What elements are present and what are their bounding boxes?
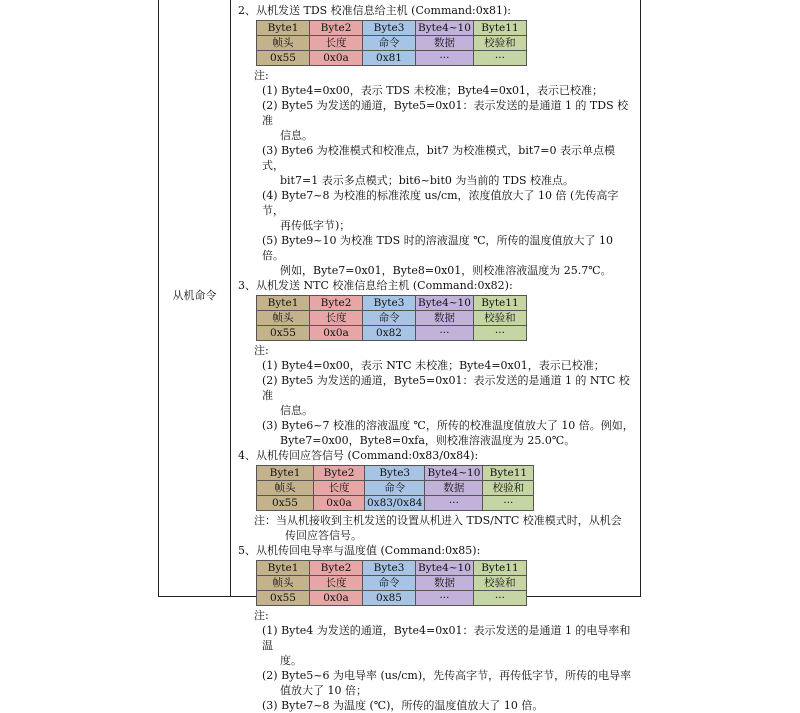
value-cell: 0x81	[363, 51, 416, 66]
header-byte1: Byte1	[257, 466, 314, 481]
header-byte3: Byte3	[365, 466, 425, 481]
note-item	[262, 233, 636, 278]
header-byte2: Byte2	[310, 296, 363, 311]
header-byte1: Byte1	[257, 296, 310, 311]
header-byte11: Byte11	[473, 296, 526, 311]
section-heading: 5、从机传回电导率与温度值 (Command:0x85):	[238, 544, 481, 557]
field-length: 长度	[310, 311, 363, 326]
header-byte2: Byte2	[310, 21, 363, 36]
note-line: (2) Byte5~6 为电导率 (us/cm)，先传高字节，再传低字节，所传的电导率	[262, 669, 632, 682]
note-item	[262, 188, 636, 233]
note-item	[262, 418, 636, 448]
note-label: 注:	[254, 69, 269, 82]
field-data: 数据	[416, 36, 474, 51]
note-line: 再传低字节)；	[280, 219, 351, 232]
note-line: 信息。	[280, 404, 313, 417]
section-heading: 4、从机传回应答信号 (Command:0x83/0x84):	[238, 449, 479, 462]
note-item	[262, 83, 636, 98]
header-byte1: Byte1	[257, 21, 310, 36]
field-data: 数据	[425, 481, 483, 496]
note-line: (1) Byte4 为发送的通道，Byte4=0x01：表示发送的是通道 1 的电导率和温	[262, 624, 631, 652]
note-line: (2) Byte5 为发送的通道，Byte5=0x01：表示发送的是通道 1 的 NTC 校准	[262, 374, 630, 402]
left-label: 从机命令	[172, 289, 217, 302]
value-cell: 0x55	[257, 326, 310, 341]
note-item	[262, 143, 636, 188]
value-cell: 0x0a	[310, 51, 363, 66]
value-cell: 0x55	[257, 496, 314, 511]
field-data: 数据	[416, 576, 474, 591]
note-line: (3) Byte6 为校准模式和校准点，bit7 为校准模式，bit7=0 表示单点模式，	[262, 144, 615, 172]
column-divider	[230, 0, 231, 596]
field-length: 长度	[314, 481, 365, 496]
packet-table	[256, 465, 534, 511]
note-line: 例如，Byte7=0x01，Byte8=0x01，则校准溶液温度为 25.7℃。	[280, 264, 612, 277]
header-byte3: Byte3	[363, 561, 416, 576]
note-item	[262, 373, 636, 418]
field-length: 长度	[310, 36, 363, 51]
note-line: (4) Byte7~8 为校准的标准浓度 us/cm，浓度值放大了 10 倍 (先传高字节，	[262, 189, 619, 217]
field-command: 命令	[365, 481, 425, 496]
packet-table	[256, 20, 527, 66]
protocol-table	[158, 0, 641, 712]
note-line: 传回应答信号。	[285, 529, 362, 542]
note-line: 值放大了 10 倍；	[280, 684, 367, 697]
header-byte4-10: Byte4~10	[425, 466, 483, 481]
note-line: (1) Byte4=0x00，表示 NTC 未校准；Byte4=0x01，表示已校准；	[262, 359, 605, 372]
section-heading: 2、从机发送 TDS 校准信息给主机 (Command:0x81):	[238, 4, 511, 17]
section-heading: 3、从机发送 NTC 校准信息给主机 (Command:0x82):	[238, 279, 513, 292]
field-frame-head: 帧头	[257, 36, 310, 51]
note-line: (3) Byte6~7 校准的溶液温度 ℃，所传的校准温度值放大了 10 倍。例如，	[262, 419, 634, 432]
note-line: (3) Byte7~8 为温度 (℃)，所传的温度值放大了 10 倍。	[262, 699, 544, 712]
field-command: 命令	[363, 311, 416, 326]
note-line: 信息。	[280, 129, 313, 142]
note-line: Byte7=0x00，Byte8=0xfa，则校准溶液温度为 25.0℃。	[280, 434, 576, 447]
header-byte4-10: Byte4~10	[416, 296, 474, 311]
header-byte4-10: Byte4~10	[416, 561, 474, 576]
note-label: 注:	[254, 344, 269, 357]
value-cell: 0x83/0x84	[365, 496, 425, 511]
note-line: (1) Byte4=0x00，表示 TDS 未校准；Byte4=0x01，表示已校准；	[262, 84, 604, 97]
value-cell: ···	[483, 496, 534, 511]
value-cell: 0x82	[363, 326, 416, 341]
note-item	[262, 98, 636, 143]
value-cell: 0x0a	[314, 496, 365, 511]
note-item	[254, 513, 636, 543]
value-cell: ···	[416, 51, 474, 66]
value-cell: ···	[473, 591, 526, 606]
field-data: 数据	[416, 311, 474, 326]
field-frame-head: 帧头	[257, 481, 314, 496]
note-item	[262, 698, 636, 713]
value-cell: 0x0a	[310, 326, 363, 341]
field-checksum: 校验和	[483, 481, 534, 496]
note-item	[262, 623, 636, 668]
note-label: 注:	[254, 609, 269, 622]
note-item	[262, 358, 636, 373]
value-cell: 0x85	[363, 591, 416, 606]
value-cell: ···	[425, 496, 483, 511]
content-cell	[238, 3, 636, 713]
field-checksum: 校验和	[473, 311, 526, 326]
header-byte11: Byte11	[473, 21, 526, 36]
field-frame-head: 帧头	[257, 311, 310, 326]
note-line: bit7=1 表示多点模式；bit6~bit0 为当前的 TDS 校准点。	[280, 174, 575, 187]
header-byte2: Byte2	[314, 466, 365, 481]
value-cell: ···	[416, 326, 474, 341]
field-command: 命令	[363, 576, 416, 591]
value-cell: 0x55	[257, 591, 310, 606]
field-frame-head: 帧头	[257, 576, 310, 591]
note-line: (2) Byte5 为发送的通道，Byte5=0x01：表示发送的是通道 1 的 TDS 校准	[262, 99, 629, 127]
header-byte4-10: Byte4~10	[416, 21, 474, 36]
value-cell: ···	[416, 591, 474, 606]
value-cell: 0x55	[257, 51, 310, 66]
header-byte3: Byte3	[363, 296, 416, 311]
header-byte11: Byte11	[483, 466, 534, 481]
field-length: 长度	[310, 576, 363, 591]
note-line: (5) Byte9~10 为校准 TDS 时的溶液温度 ℃，所传的温度值放大了 10 倍。	[262, 234, 613, 262]
packet-table	[256, 560, 527, 606]
field-command: 命令	[363, 36, 416, 51]
value-cell: ···	[473, 51, 526, 66]
note-line: 注：当从机接收到主机发送的设置从机进入 TDS/NTC 校准模式时，从机会	[254, 514, 622, 527]
note-item	[262, 668, 636, 698]
field-checksum: 校验和	[473, 36, 526, 51]
value-cell: ···	[473, 326, 526, 341]
header-byte3: Byte3	[363, 21, 416, 36]
field-checksum: 校验和	[473, 576, 526, 591]
header-byte11: Byte11	[473, 561, 526, 576]
header-byte2: Byte2	[310, 561, 363, 576]
packet-table	[256, 295, 527, 341]
header-byte1: Byte1	[257, 561, 310, 576]
value-cell: 0x0a	[310, 591, 363, 606]
note-line: 度。	[280, 654, 302, 667]
